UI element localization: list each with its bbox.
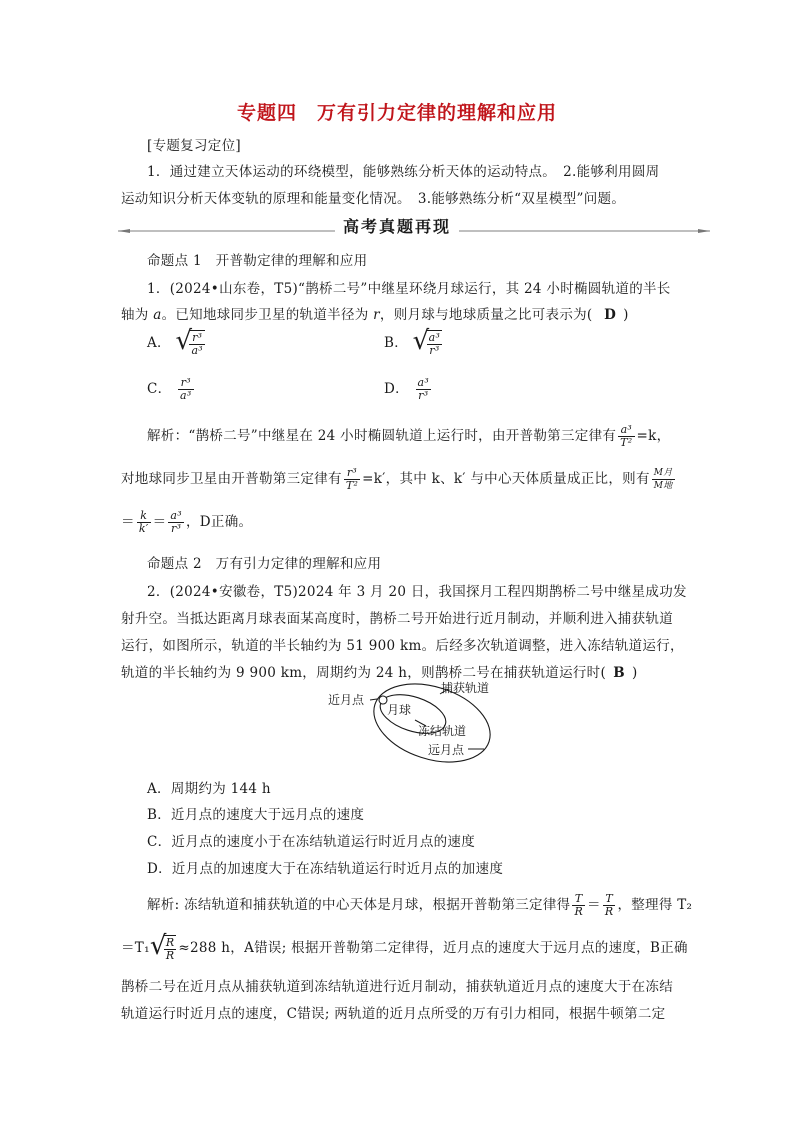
q2-option-a: A．周期约为 144 h (147, 781, 271, 797)
q1-answer: D (604, 307, 617, 323)
q2-solution-line-3: 鹊桥二号在近月点从捕获轨道到冻结轨道进行近月制动，捕获轨道近月点的速度大于在冻结 (121, 979, 673, 995)
positioning-line-1: 1．通过建立天体运动的环绕模型，能够熟练分析天体的运动特点。 2.能够利用圆周 (147, 164, 660, 180)
q2-solution-line-2: ＝T₁ √ $\frac{R}{R}$ ≈288 h，A错误; 根据开普勒第二定律得，近月点的速度大于远月点的速度，B正确 (121, 935, 688, 962)
q2-solution-line-1: 解析: 冻结轨道和捕获轨道的中心天体是月球，根据开普勒第三定律得 $\frac{T}{R}$ ＝ $\frac{T}{R}$ ，整理得 T₂ (147, 892, 693, 918)
fig-label-far-point: 远月点 (428, 743, 465, 757)
q1-option-a: A． √ $\frac{\text{r³}}{\text{a³}}$ (147, 330, 207, 357)
fig-label-capture-orbit: 捕获轨道 (441, 681, 490, 695)
satellite-marker (379, 696, 387, 704)
q1-option-c: C． $\frac{\text{r³}}{\text{a³}}$ (147, 376, 192, 402)
q1-line-2: 轴为 a。已知地球同步卫星的轨道半径为 r，则月球与地球质量之比可表示为( D ) (121, 307, 629, 323)
q2-answer: B (613, 665, 625, 681)
q2-option-d: D．近月点的加速度大于在冻结轨道运行时近月点的加速度 (147, 861, 504, 877)
fig-label-near-point: 近月点 (328, 693, 365, 707)
positioning-line-2: 运动知识分析天体变轨的原理和能量变化情况。 3.能够熟练分析“双星模型”问题。 (121, 191, 626, 207)
q1-option-b: B． √ $\frac{\text{a³}}{\text{r³}}$ (384, 330, 444, 357)
q1-solution-line-2: 对地球同步卫星由开普勒第三定律有 $\frac{\text{r³}}{\text{T²}}$ =k′，其中 k、k′ 与中心天体质量成正比，则有 $\frac{\text{M月}}{\text{M地}}$ (121, 466, 673, 492)
q2-line-4: 轨道的半长轴约为 9 900 km，周期约为 24 h，则鹊桥二号在捕获轨道运行时( B ) (121, 665, 638, 681)
q1-solution-line-1: 解析：“鹊桥二号”中继星在 24 小时椭圆轨道上运行时，由开普勒第三定律有 $\frac{\text{a³}}{\text{T²}}$ =k， (147, 423, 671, 449)
q2-line-3: 运行，如图所示，轨道的半长轴约为 51 900 km。后经多次轨道调整，进入冻结轨道运行， (121, 638, 684, 654)
q2-line-1: 2．(2024•安徽卷，T5)2024 年 3 月 20 日，我国探月工程四期鹊桥二号中继星成功发 (147, 584, 687, 600)
q1-solution-line-3: ＝ $\frac{k}{k'}$ ＝ $\frac{\text{a³}}{\text{r³}}$ ，D正确。 (121, 509, 253, 535)
topic-point-2: 命题点 2 万有引力定律的理解和应用 (147, 556, 382, 572)
q2-option-b: B．近月点的速度大于远月点的速度 (147, 807, 365, 823)
fig-label-moon: 月球 (387, 703, 412, 717)
q1-option-d: D． $\frac{\text{a³}}{\text{r³}}$ (384, 376, 430, 402)
orbit-diagram (320, 680, 520, 768)
fig-label-frozen-orbit: 冻结轨道 (418, 724, 467, 738)
topic-point-1: 命题点 1 开普勒定律的理解和应用 (147, 253, 368, 269)
q2-option-c: C．近月点的速度小于在冻结轨道运行时近月点的速度 (147, 834, 476, 850)
positioning-header: [专题复习定位] (147, 138, 241, 154)
page-title: 专题四 万有引力定律的理解和应用 (236, 102, 557, 124)
q2-solution-line-4: 轨道运行时近月点的速度，C错误; 两轨道的近月点所受的万有引力相同，根据牛顿第二定 (121, 1006, 666, 1022)
q2-line-2: 射升空。当抵达距离月球表面某高度时，鹊桥二号开始进行近月制动，并顺利进入捕获轨道 (121, 611, 673, 627)
section-banner: 高考真题再现 (335, 217, 459, 236)
q1-line-1: 1．(2024•山东卷，T5)“鹊桥二号”中继星环绕月球运行，其 24 小时椭圆轨道的半长 (147, 281, 671, 297)
